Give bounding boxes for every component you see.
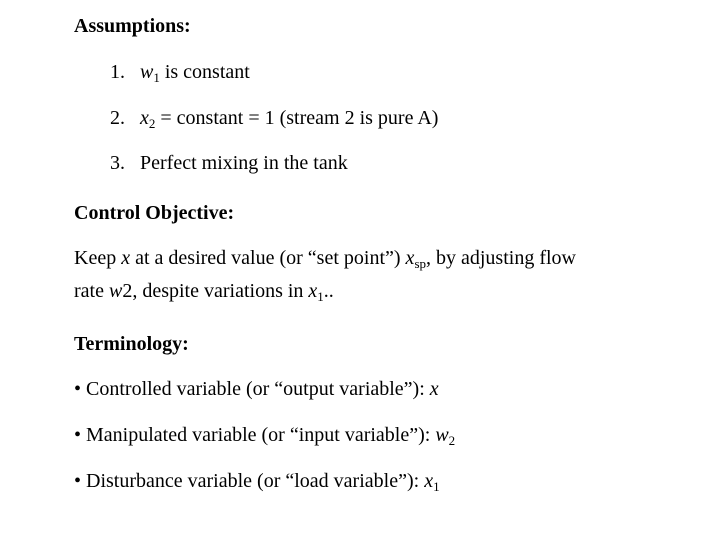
objective-subscript: 1 [317,289,324,304]
assumption-text: is constant [159,61,250,83]
assumption-item-1 [110,61,250,85]
objective-variable: w [108,280,123,302]
terminology-variable: x [424,470,434,492]
objective-line-1 [74,247,576,271]
terminology-item-2 [74,424,456,448]
terminology-heading: Terminology: [74,333,189,355]
terminology-text: Manipulated variable (or “input variable”): [81,424,436,446]
objective-subscript: sp [414,256,426,271]
assumption-number: 3. [110,152,125,174]
bullet-icon: • [74,470,82,492]
bullet-icon: • [74,424,82,446]
objective-text: at a desired value (or “set point”) [130,247,406,269]
objective-variable: x [308,280,318,302]
terminology-subscript: 2 [448,433,456,448]
objective-text: 2, despite variations in [122,280,309,302]
terminology-text: Controlled variable (or “output variable”): [81,378,430,400]
objective-variable: x [121,247,131,269]
assumption-variable: x [140,107,149,129]
assumption-variable: w [140,61,154,83]
assumption-text: Perfect mixing in the tank [140,152,348,174]
objective-variable: x [405,247,415,269]
terminology-variable: x [429,378,439,400]
objective-text: Keep [74,247,122,269]
terminology-item-1 [74,379,439,399]
terminology-subscript: 1 [433,479,440,494]
assumption-item-2 [110,107,439,131]
terminology-variable: w [435,424,449,446]
assumption-number: 1. [110,61,125,83]
terminology-item-3 [74,470,440,494]
control-objective-heading: Control Objective: [74,202,235,224]
objective-text: , by adjusting flow [426,247,576,269]
assumption-number: 2. [110,107,125,129]
objective-line-2 [74,280,334,304]
assumption-subscript: 2 [148,116,156,131]
assumptions-heading: Assumptions: [74,15,191,37]
assumption-subscript: 1 [153,70,160,85]
terminology-text: Disturbance variable (or “load variable”): [81,470,425,492]
assumption-item-3 [110,153,348,173]
objective-text: rate [74,280,109,302]
assumption-text: = constant = 1 (stream 2 is pure A) [155,107,439,129]
objective-text: .. [323,280,334,302]
bullet-icon: • [74,378,82,400]
